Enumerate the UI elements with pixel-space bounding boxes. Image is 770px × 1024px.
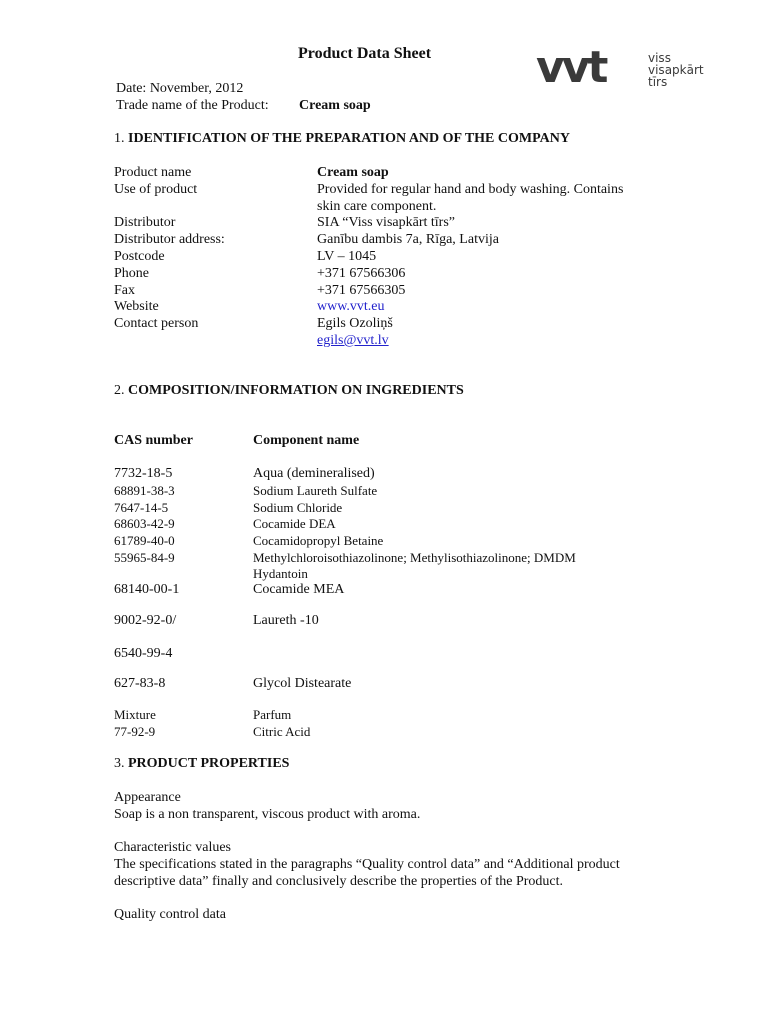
- quality-control-label: Quality control data: [114, 907, 226, 922]
- logo-line1: viss: [648, 51, 671, 65]
- component-cell: Sodium Chloride: [253, 500, 343, 515]
- column-header-component: Component name: [253, 433, 360, 448]
- label-contact-person: Contact person: [114, 316, 199, 331]
- section3-title: PRODUCT PROPERTIES: [128, 756, 290, 771]
- document-date: Date: November, 2012: [116, 81, 244, 96]
- cas-cell: Mixture: [114, 707, 156, 722]
- component-cell: Methylchloroisothiazolinone; Methylisothiazolinone; DMDM: [253, 550, 576, 565]
- component-cell: Laureth -10: [253, 613, 319, 628]
- appearance-text: Soap is a non transparent, viscous product with aroma.: [114, 807, 421, 822]
- component-cell: Cocamide DEA: [253, 516, 336, 531]
- cas-cell: 68891-38-3: [114, 483, 175, 498]
- value-phone: +371 67566306: [317, 266, 406, 281]
- section2-heading: [114, 382, 464, 399]
- trade-name-label: Trade name of the Product:: [116, 98, 269, 113]
- section3-heading: [114, 755, 289, 772]
- component-cell: Citric Acid: [253, 724, 311, 739]
- cas-cell: 55965-84-9: [114, 550, 175, 565]
- section2-title: COMPOSITION/INFORMATION ON INGREDIENTS: [128, 383, 464, 398]
- component-cell: Aqua (demineralised): [253, 466, 375, 481]
- label-use-of-product: Use of product: [114, 182, 198, 197]
- column-header-cas: CAS number: [114, 433, 193, 448]
- component-cell-cont: Hydantoin: [253, 566, 308, 581]
- characteristic-values-text-cont: descriptive data” finally and conclusively describe the properties of the Product.: [114, 874, 564, 889]
- component-cell: Parfum: [253, 707, 292, 722]
- section1-number: 1.: [114, 131, 125, 146]
- cas-cell: 68603-42-9: [114, 516, 175, 531]
- label-phone: Phone: [114, 266, 149, 281]
- appearance-label: Appearance: [114, 790, 181, 805]
- value-postcode: LV – 1045: [317, 249, 377, 264]
- cas-cell: 77-92-9: [114, 724, 156, 739]
- cas-cell: 7647-14-5: [114, 500, 169, 515]
- logo-mark: vvt: [536, 46, 606, 90]
- cas-cell: 6540-99-4: [114, 646, 173, 661]
- value-fax: +371 67566305: [317, 283, 406, 298]
- value-use-of-product-cont: skin care component.: [317, 199, 437, 214]
- cas-cell: 9002-92-0/: [114, 613, 177, 628]
- section3-number: 3.: [114, 756, 125, 771]
- logo-line3: tīrs: [648, 75, 668, 89]
- label-product-name: Product name: [114, 165, 192, 180]
- value-distributor-address: Ganību dambis 7a, Rīga, Latvija: [317, 232, 499, 247]
- section1-heading: [114, 130, 570, 147]
- trade-name-value: Cream soap: [299, 98, 371, 113]
- website-link[interactable]: www.vvt.eu: [317, 299, 385, 314]
- label-website: Website: [114, 299, 159, 314]
- component-cell: Sodium Laureth Sulfate: [253, 483, 378, 498]
- document-title: Product Data Sheet: [298, 45, 432, 62]
- logo-line2: visapkārt: [648, 63, 704, 77]
- section1-title: IDENTIFICATION OF THE PREPARATION AND OF THE COMPANY: [128, 131, 570, 146]
- section2-number: 2.: [114, 383, 125, 398]
- component-cell: Cocamide MEA: [253, 582, 345, 597]
- characteristic-values-text: The specifications stated in the paragraphs “Quality control data” and “Additional product: [114, 857, 620, 872]
- label-postcode: Postcode: [114, 249, 165, 264]
- label-distributor: Distributor: [114, 215, 176, 230]
- cas-cell: 627-83-8: [114, 676, 166, 691]
- component-cell: Cocamidopropyl Betaine: [253, 533, 384, 548]
- characteristic-values-label: Characteristic values: [114, 840, 232, 855]
- cas-cell: 68140-00-1: [114, 582, 180, 597]
- label-fax: Fax: [114, 283, 135, 298]
- value-use-of-product: Provided for regular hand and body washing. Contains: [317, 182, 624, 197]
- value-distributor: SIA “Viss visapkārt tīrs”: [317, 215, 455, 230]
- value-product-name: Cream soap: [317, 165, 389, 180]
- cas-cell: 7732-18-5: [114, 466, 173, 481]
- value-contact-person: Egils Ozoliņš: [317, 316, 393, 331]
- label-distributor-address: Distributor address:: [114, 232, 225, 247]
- contact-email-link[interactable]: egils@vvt.lv: [317, 333, 389, 348]
- component-cell: Glycol Distearate: [253, 676, 352, 691]
- vvt-logo: [536, 46, 726, 90]
- cas-cell: 61789-40-0: [114, 533, 175, 548]
